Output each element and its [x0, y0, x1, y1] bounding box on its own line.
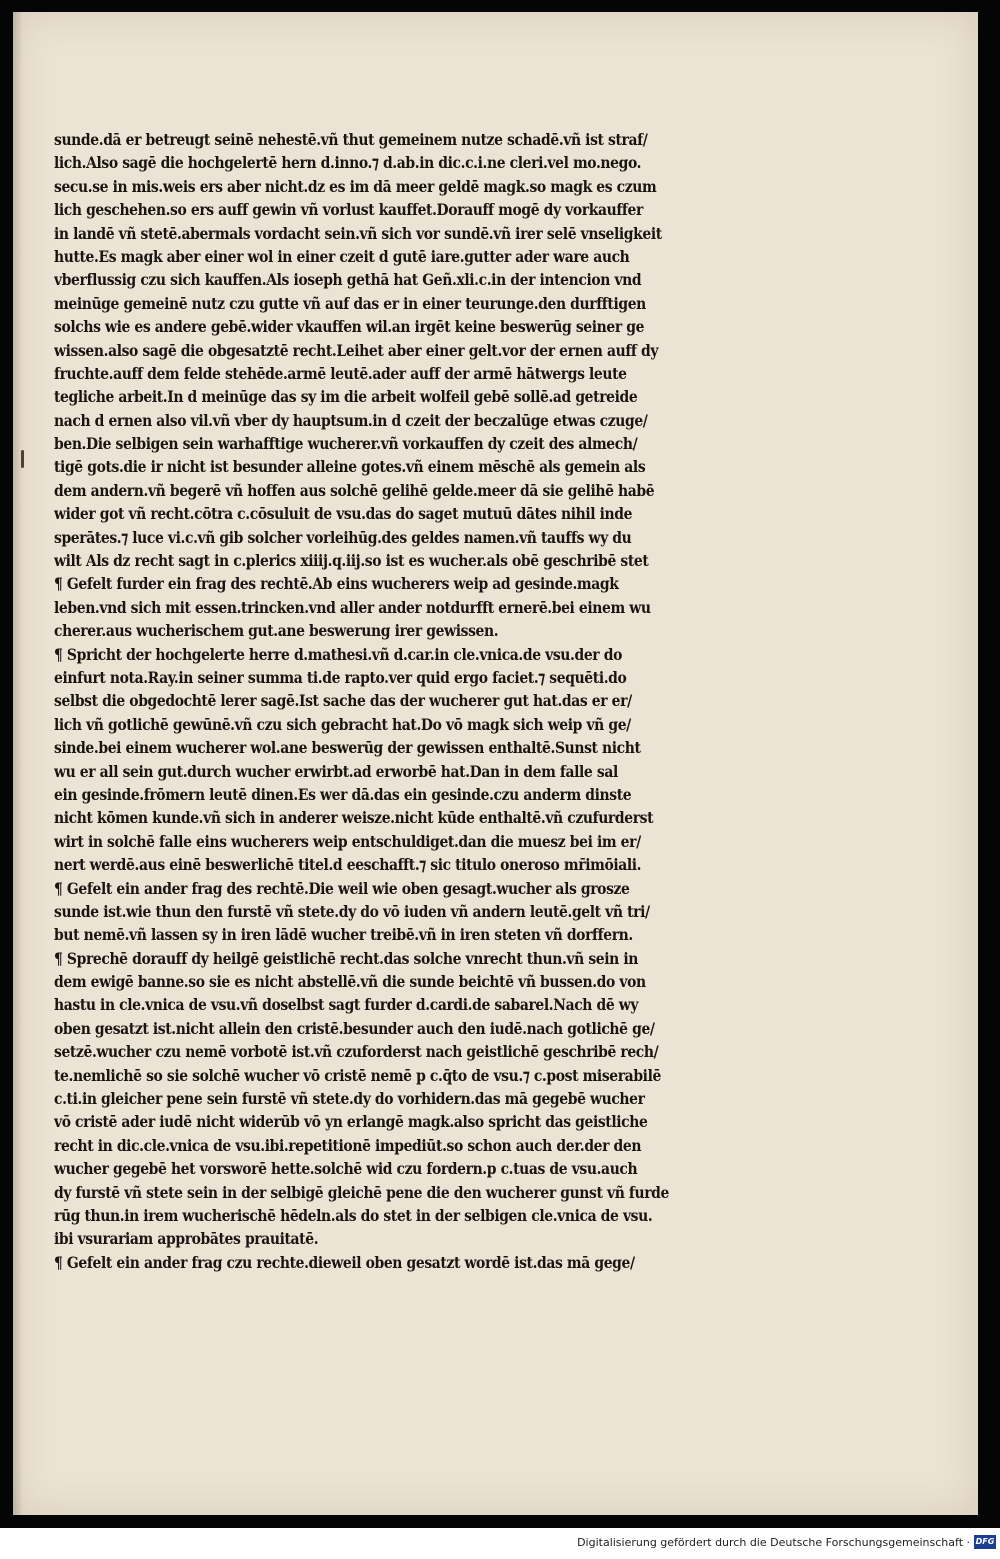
text-line: fruchte.auff dem felde stehēde.armē leutē.ader auff der armē hātwergs leute: [54, 363, 627, 383]
text-line: dy furstē vñ stete sein in der selbigē gleichē pene die den wucherer gunst vñ furde: [54, 1182, 669, 1202]
text-line: ibi vsurariam approbātes prauitatē.: [54, 1229, 319, 1249]
text-line: leben.vnd sich mit essen.trincken.vnd aller ander notdurfft ernerē.bei einem wu: [54, 597, 651, 617]
text-line: lich geschehen.so ers auff gewin vñ vorlust kauffet.Dorauff mogē dy vorkauffer: [54, 200, 643, 220]
text-line: hastu in cle.vnica de vsu.vñ doselbst sagt furder d.cardi.de sabarel.Nach dē wy: [54, 995, 639, 1015]
book-page: [13, 12, 978, 1515]
text-line: tegliche arbeit.In d meinūge das sy im die arbeit wolfeil gebē sollē.ad getreide: [54, 387, 638, 407]
page-edge-shadow: [13, 12, 23, 1515]
text-line: sinde.bei einem wucherer wol.ane beswerūg der gewissen enthaltē.Sunst nicht: [54, 738, 641, 758]
text-line: nach d ernen also vil.vñ vber dy hauptsum.in d czeit der beczalūge etwas czuge/: [54, 410, 648, 430]
text-line: nicht kōmen kunde.vñ sich in anderer weisze.nicht kūde enthaltē.vñ czufurderst: [54, 808, 654, 828]
funding-footer: [0, 1528, 1000, 1559]
margin-mark: [21, 450, 24, 468]
text-line: selbst die obgedochtē lerer sagē.Ist sache das der wucherer gut hat.das er er/: [54, 691, 632, 711]
dfg-logo-icon: DFG: [974, 1535, 996, 1549]
text-line: meinūge gemeinē nutz czu gutte vñ auf das er in einer teurunge.den durfftigen: [54, 293, 646, 313]
text-line: wider got vñ recht.cōtra c.cōsuluit de vsu.das do saget mutuū dātes nihil inde: [54, 504, 633, 524]
text-line: sperātes.⁊ luce vi.c.vñ gib solcher vorleihūg.des geldes namen.vñ tauffs wy du: [54, 527, 632, 547]
text-line: lich.Also sagē die hochgelertē hern d.inno.⁊ d.ab.in dic.c.i.ne cleri.vel mo.nego.: [54, 153, 642, 173]
text-line: ¶ Gefelt ein ander frag czu rechte.dieweil oben gesatzt wordē ist.das mā gege/: [54, 1252, 635, 1272]
text-line: ben.Die selbigen sein warhafftige wucherer.vñ vorkauffen dy czeit des almech/: [54, 434, 638, 454]
text-line: ¶ Gefelt ein ander frag des rechtē.Die weil wie oben gesagt.wucher als grosze: [54, 878, 630, 898]
text-line: in landē vñ stetē.abermals vordacht sein.vñ sich vor sundē.vñ irer selē vnseligkeit: [54, 223, 662, 243]
text-line: ¶ Gefelt furder ein frag des rechtē.Ab eins wucherers weip ad gesinde.magk: [54, 574, 619, 594]
text-line: einfurt nota.Ray.in seiner summa ti.de rapto.ver quid ergo faciet.⁊ sequēti.do: [54, 667, 627, 687]
text-line: dem ewigē banne.so sie es nicht abstellē.vñ die sunde beichtē vñ bussen.do von: [54, 972, 646, 992]
text-line: wilt Als dz recht sagt in c.plerics xiiij.q.iij.so ist es wucher.als obē geschribē stet: [54, 551, 649, 571]
text-line: te.nemlichē so sie solchē wucher vō cristē nemē p c.q̄to de vsu.⁊ c.post miserabilē: [54, 1065, 661, 1085]
text-line: oben gesatzt ist.nicht allein den cristē.besunder auch den iudē.nach gotlichē ge/: [54, 1018, 655, 1038]
text-line: hutte.Es magk aber einer wol in einer czeit d gutē iare.gutter ader ware auch: [54, 246, 630, 266]
text-line: secu.se in mis.weis ers aber nicht.dz es im dā meer geldē magk.so magk es czum: [54, 176, 657, 196]
blackletter-text-block: [54, 128, 784, 1308]
text-line: vō cristē ader iudē nicht widerūb vō yn erlangē magk.also spricht das geistliche: [54, 1112, 648, 1132]
text-line: wissen.also sagē die obgesatztē recht.Leihet aber einer gelt.vor der ernen auff dy: [54, 340, 659, 360]
text-line: nert werdē.aus einē beswerlichē titel.d eeschafft.⁊ sic titulo oneroso mr̄imōiali.: [54, 855, 642, 875]
text-line: but nemē.vñ lassen sy in iren lādē wucher treibē.vñ in iren steten vñ dorffern.: [54, 925, 633, 945]
text-line: vberflussig czu sich kauffen.Als ioseph gethā hat Geñ.xli.c.in der intencion vnd: [54, 270, 642, 290]
text-line: wu er all sein gut.durch wucher erwirbt.ad erworbē hat.Dan in dem falle sal: [54, 761, 618, 781]
text-line: ¶ Sprechē dorauff dy heilgē geistlichē recht.das solche vnrecht thun.vñ sein in: [54, 948, 638, 968]
text-line: ein gesinde.frōmern leutē dinen.Es wer dā.das ein gesinde.czu anderm dinste: [54, 784, 632, 804]
text-line: lich vñ gotlichē gewūnē.vñ czu sich gebracht hat.Do vō magk sich weip vñ ge/: [54, 714, 631, 734]
text-line: c.ti.in gleicher pene sein furstē vñ stete.dy do vorhidern.das mā gegebē wucher: [54, 1089, 645, 1109]
text-line: sunde ist.wie thun den furstē vñ stete.dy do vō iuden vñ andern leutē.gelt vñ tri/: [54, 901, 650, 921]
text-line: wirt in solchē falle eins wucherers weip entschuldiget.dan die muesz bei im er/: [54, 831, 641, 851]
text-line: solchs wie es andere gebē.wider vkauffen wil.an irgēt keine beswerūg seiner ge: [54, 317, 645, 337]
text-line: sunde.dā er betreugt seinē nehestē.vñ thut gemeinem nutze schadē.vñ ist straf/: [54, 130, 648, 149]
text-line: ¶ Spricht der hochgelerte herre d.mathesi.vñ d.car.in cle.vnica.de vsu.der do: [54, 644, 622, 664]
text-line: recht in dic.cle.vnica de vsu.ibi.repetitionē impediūt.so schon auch der.der den: [54, 1135, 642, 1155]
text-line: rūg thun.in irem wucherischē hēdeln.als do stet in der selbigen cle.vnica de vsu.: [54, 1205, 653, 1225]
text-line: cherer.aus wucherischem gut.ane beswerung irer gewissen.: [54, 621, 499, 641]
text-line: tigē gots.die ir nicht ist besunder alleine gotes.vñ einem mēschē als gemein als: [54, 457, 646, 477]
text-line: dem andern.vñ begerē vñ hoffen aus solchē gelihē gelde.meer dā sie gelihē habē: [54, 480, 655, 500]
text-line: setzē.wucher czu nemē vorbotē ist.vñ czuforderst nach geistlichē geschribē rech/: [54, 1042, 659, 1062]
text-line: wucher gegebē het vorsworē hette.solchē wid czu fordern.p c.tuas de vsu.auch: [54, 1159, 638, 1179]
footer-credit-text: Digitalisierung gefördert durch die Deutsche Forschungsgemeinschaft ·: [577, 1536, 970, 1549]
